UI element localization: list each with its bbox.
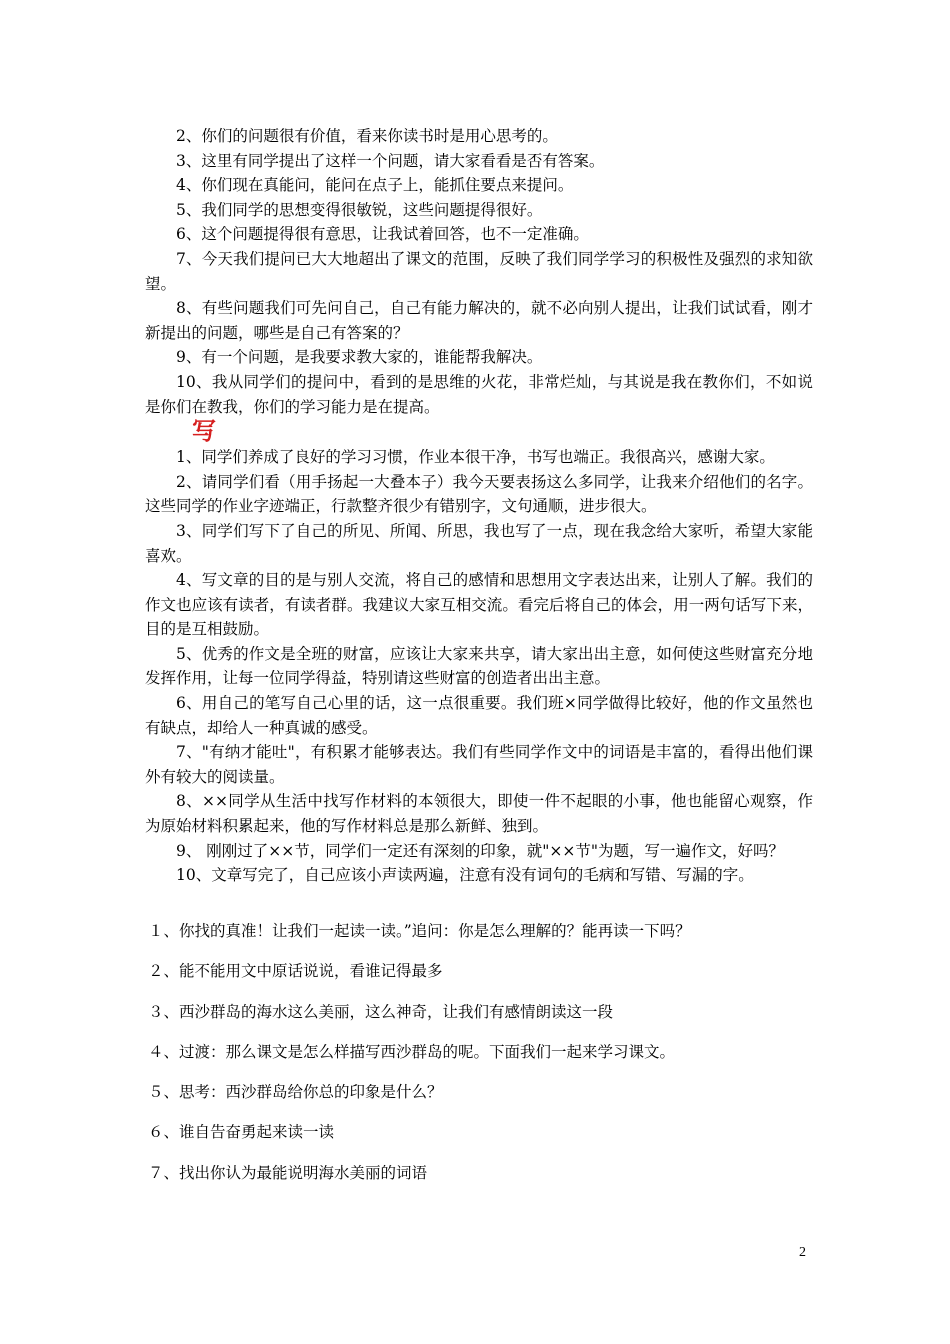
paragraph: 9、有一个问题，是我要求教大家的，谁能帮我解决。 (176, 348, 543, 367)
paragraph: 10、我从同学们的提问中，看到的是思维的火花，非常烂灿，与其说是我在教你们，不如说是你们在教我，你们的学习能力是在提高。 (145, 372, 813, 416)
ask-section (145, 124, 813, 888)
paragraph: 2、你们的问题很有价值，看来你读书时是用心思考的。 (176, 127, 558, 145)
paragraph: 9、 刚刚过了××节，同学们一定还有深刻的印象，就"××节"为题，写一遍作文，好吗？ (176, 841, 784, 860)
paragraph: 1、同学们养成了良好的学习习惯，作业本很干净，书写也端正。我很高兴，感谢大家。 (176, 448, 775, 467)
section-heading-write: 写 (192, 416, 216, 446)
page-number: 2 (799, 1245, 806, 1260)
paragraph: 5、我们同学的思想变得很敏锐，这些问题提得很好。 (176, 200, 543, 219)
numbered-list (148, 921, 808, 1203)
list-item: ４、过渡：那么课文是怎么样描写西沙群岛的呢。下面我们一起来学习课文。 (148, 1042, 676, 1061)
paragraph: 2、请同学们看（用手扬起一大叠本子）我今天要表扬这么多同学，让我来介绍他们的名字。这些同学的作业字迹端正，行款整齐很少有错别字，文句通顺，进步很大。 (145, 472, 813, 516)
list-item: ６、谁自告奋勇起来读一读 (148, 1123, 335, 1142)
list-item: １、你找的真准！让我们一起读一读。”追问：你是怎么理解的？能再读一下吗？ (148, 922, 691, 940)
list-item: ２、能不能用文中原话说说，看谁记得最多 (148, 962, 443, 981)
paragraph: 6、这个问题提得很有意思，让我试着回答，也不一定准确。 (176, 225, 589, 244)
list-item: ３、西沙群岛的海水这么美丽，这么神奇，让我们有感情朗读这一段 (148, 1002, 614, 1021)
paragraph: 4、你们现在真能问，能问在点子上，能抓住要点来提问。 (176, 176, 574, 195)
paragraph: 8、××同学从生活中找写作材料的本领很大，即使一件不起眼的小事，他也能留心观察，作为原始材料积累起来，他的写作材料总是那么新鲜、独到。 (145, 792, 813, 836)
list-item: ５、思考：西沙群岛给你总的印象是什么？ (148, 1083, 443, 1102)
list-item: ７、找出你认为最能说明海水美丽的词语 (148, 1163, 428, 1182)
paragraph: 6、用自己的笔写自己心里的话，这一点很重要。我们班×同学做得比较好，他的作文虽然也有缺点，却给人一种真诚的感受。 (145, 694, 813, 737)
paragraph: 7、"有纳才能吐"，有积累才能够表达。我们有些同学作文中的词语是丰富的，看得出他们课外有较大的阅读量。 (145, 743, 813, 786)
paragraph: 8、有些问题我们可先问自己，自己有能力解决的，就不必向别人提出，让我们试试看，刚才新提出的问题，哪些是自己有答案的？ (145, 299, 813, 342)
paragraph: 4、写文章的目的是与别人交流，将自己的感情和思想用文字表达出来，让别人了解。我们的作文也应该有读者，有读者群。我建议大家互相交流。看完后将自己的体会，用一两句话写下来，目的是互相鼓励。 (145, 571, 813, 639)
paragraph: 3、这里有同学提出了这样一个问题，请大家看看是否有答案。 (176, 151, 605, 170)
paragraph: 5、优秀的作文是全班的财富，应该让大家来共享，请大家出出主意，如何使这些财富充分地发挥作用，让每一位同学得益，特别请这些财富的创造者出出主意。 (145, 644, 813, 688)
paragraph: 3、同学们写下了自己的所见、所闻、所思，我也写了一点，现在我念给大家听，希望大家能喜欢。 (145, 521, 813, 565)
paragraph: 10、文章写完了，自己应该小声读两遍，注意有没有词句的毛病和写错、写漏的字。 (176, 866, 754, 885)
paragraph: 7、今天我们提问已大大地超出了课文的范围，反映了我们同学学习的积极性及强烈的求知欲望。 (145, 249, 813, 293)
